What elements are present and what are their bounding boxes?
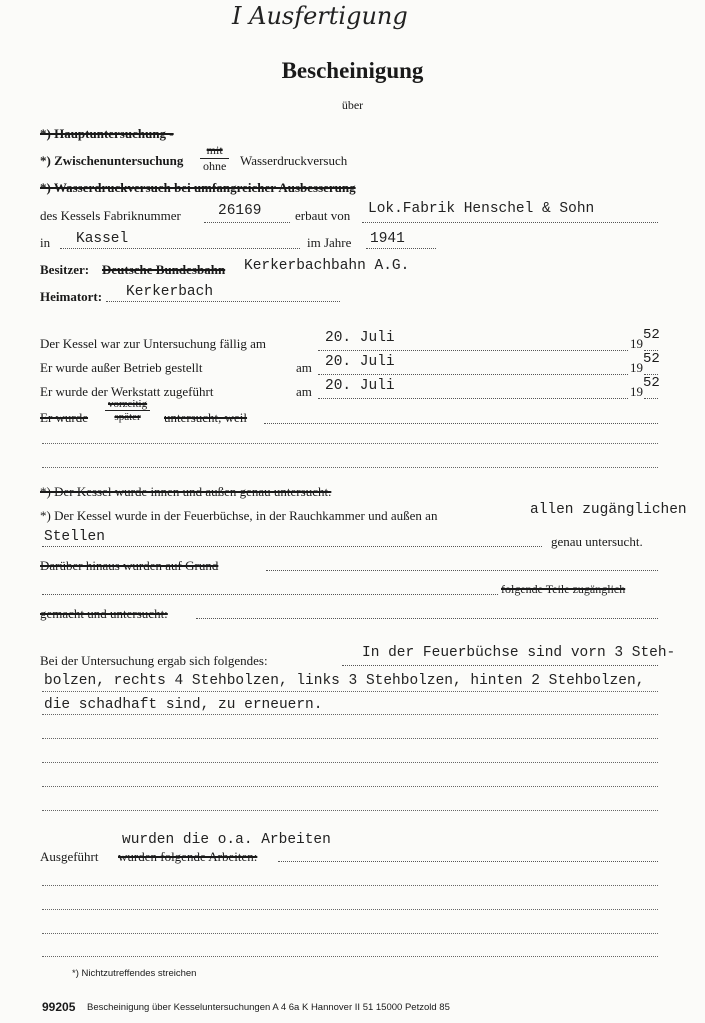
year-suffix-3: 52 bbox=[643, 375, 660, 391]
er-wurde-struck: Er wurde bbox=[40, 410, 89, 425]
result-line-6 bbox=[42, 786, 658, 787]
executed-line-3 bbox=[42, 909, 658, 910]
year-suffix-1: 52 bbox=[643, 327, 660, 343]
executed-struck: wurden folgende Arbeiten: bbox=[118, 849, 258, 864]
spaeter-label: später bbox=[114, 411, 141, 423]
value-fabriknummer: 26169 bbox=[218, 203, 262, 219]
result-line-7 bbox=[42, 810, 658, 811]
executed-line-5 bbox=[42, 956, 658, 957]
value-date-2: 20. Juli bbox=[325, 354, 395, 370]
vorzeitig-label: vorzeitig bbox=[105, 398, 150, 411]
value-date-1: 20. Juli bbox=[325, 330, 395, 346]
label-werkstatt: Er wurde der Werkstatt zugeführt bbox=[40, 384, 214, 399]
option-wasserdruckversuch: *) Wasserdruckversuch bei umfangreicher Ausbesserung bbox=[40, 180, 356, 195]
inspection-typed-2: Stellen bbox=[44, 529, 105, 545]
label-fabriknummer: des Kessels Fabriknummer bbox=[40, 208, 181, 223]
inspection-typed-1: allen zugänglichen bbox=[530, 502, 687, 518]
line-erbaut-von bbox=[362, 222, 658, 223]
executed-line-2 bbox=[42, 885, 658, 886]
result-text-3: die schadhaft sind, zu erneuern. bbox=[44, 697, 323, 713]
value-jahr: 1941 bbox=[370, 231, 405, 247]
inspection-line-1 bbox=[40, 484, 331, 500]
line-ort bbox=[60, 248, 300, 249]
label-in: in bbox=[40, 235, 51, 250]
line-date-3 bbox=[318, 398, 628, 399]
year-prefix-2: 19 bbox=[630, 360, 643, 375]
result-text-1: In der Feuerbüchse sind vorn 3 Steh- bbox=[362, 645, 676, 661]
option-zwischenuntersuchung: *) Zwischenuntersuchung bbox=[40, 153, 184, 168]
line-fabriknummer bbox=[204, 222, 290, 223]
inspection-line-3-suffix: genau untersucht. bbox=[551, 534, 643, 549]
gemacht-untersucht-struck: gemacht und untersucht: bbox=[40, 606, 168, 621]
label-faellig: Der Kessel war zur Untersuchung fällig am bbox=[40, 336, 266, 351]
folgende-teile-struck: folgende Teile zugänglich bbox=[501, 582, 626, 596]
result-line-5 bbox=[42, 762, 658, 763]
result-line-4 bbox=[42, 738, 658, 739]
label-am-2: am bbox=[296, 360, 312, 375]
value-erbaut-von: Lok.Fabrik Henschel & Sohn bbox=[368, 201, 595, 217]
value-ort: Kassel bbox=[76, 231, 129, 247]
value-date-3: 20. Juli bbox=[325, 378, 395, 394]
darueber-hinaus-struck: Darüber hinaus wurden auf Grund bbox=[40, 558, 219, 573]
line-teile bbox=[42, 594, 498, 595]
line-darueber bbox=[266, 570, 658, 571]
label-heimatort: Heimatort: bbox=[40, 289, 103, 304]
untersucht-weil-struck: untersucht, weil bbox=[164, 410, 248, 425]
handwritten-header: I Ausfertigung bbox=[232, 2, 408, 30]
page-subtitle: über bbox=[341, 98, 364, 112]
label-erbaut-von: erbaut von bbox=[295, 208, 351, 223]
value-besitzer: Kerkerbachbahn A.G. bbox=[244, 258, 410, 274]
result-label: Bei der Untersuchung ergab sich folgendes: bbox=[40, 653, 268, 668]
page-title: Bescheinigung bbox=[281, 58, 424, 83]
result-line-1 bbox=[342, 665, 658, 666]
footer-text: Bescheinigung über Kesseluntersuchungen A 4 6a K Hannover II 51 15000 Petzold 85 bbox=[87, 1002, 450, 1013]
label-im-jahre: im Jahre bbox=[307, 235, 352, 250]
line-heimatort bbox=[106, 301, 340, 302]
footnote: *) Nichtzutreffendes streichen bbox=[72, 968, 197, 979]
executed-line-1 bbox=[278, 861, 658, 862]
ohne-label: ohne bbox=[203, 159, 227, 173]
inspection-line-2: *) Der Kessel wurde in der Feuerbüchse, in der Rauchkammer und außen an bbox=[40, 508, 438, 523]
besitzer-struck: Deutsche Bundesbahn bbox=[102, 262, 226, 277]
line-gemacht bbox=[196, 618, 658, 619]
mit-ohne-fraction bbox=[200, 143, 229, 174]
label-ausser-betrieb: Er wurde außer Betrieb gestellt bbox=[40, 360, 203, 375]
line-stellen bbox=[42, 546, 542, 547]
value-heimatort: Kerkerbach bbox=[126, 284, 214, 300]
line-date-2 bbox=[318, 374, 628, 375]
inspection-line-1-text: *) Der Kessel wurde innen und außen genau untersucht. bbox=[40, 484, 332, 499]
line-jahr bbox=[366, 248, 436, 249]
option-hauptuntersuchung: *) Hauptuntersuchung - bbox=[40, 126, 174, 141]
result-text-2: bolzen, rechts 4 Stehbolzen, links 3 Stehbolzen, hinten 2 Stehbolzen, bbox=[44, 673, 645, 689]
result-line-3 bbox=[42, 714, 658, 715]
executed-label: Ausgeführt bbox=[40, 849, 99, 864]
line-date-1 bbox=[318, 350, 628, 351]
executed-typed: wurden die o.a. Arbeiten bbox=[122, 832, 331, 848]
year-suffix-2: 52 bbox=[643, 351, 660, 367]
line-year-3 bbox=[644, 398, 658, 399]
blank-line-2 bbox=[42, 467, 658, 468]
footer-form-number: 99205 bbox=[42, 1000, 76, 1014]
wasserdruckversuch-label: Wasserdruckversuch bbox=[240, 153, 348, 168]
label-besitzer: Besitzer: bbox=[40, 262, 90, 277]
vorzeitig-spaeter-fraction bbox=[105, 398, 150, 423]
label-am-3: am bbox=[296, 384, 312, 399]
line-weil bbox=[264, 423, 658, 424]
result-line-2 bbox=[42, 691, 658, 692]
blank-line-1 bbox=[42, 443, 658, 444]
year-prefix-3: 19 bbox=[630, 384, 643, 399]
year-prefix-1: 19 bbox=[630, 336, 643, 351]
executed-line-4 bbox=[42, 933, 658, 934]
mit-label: mit bbox=[200, 143, 229, 159]
